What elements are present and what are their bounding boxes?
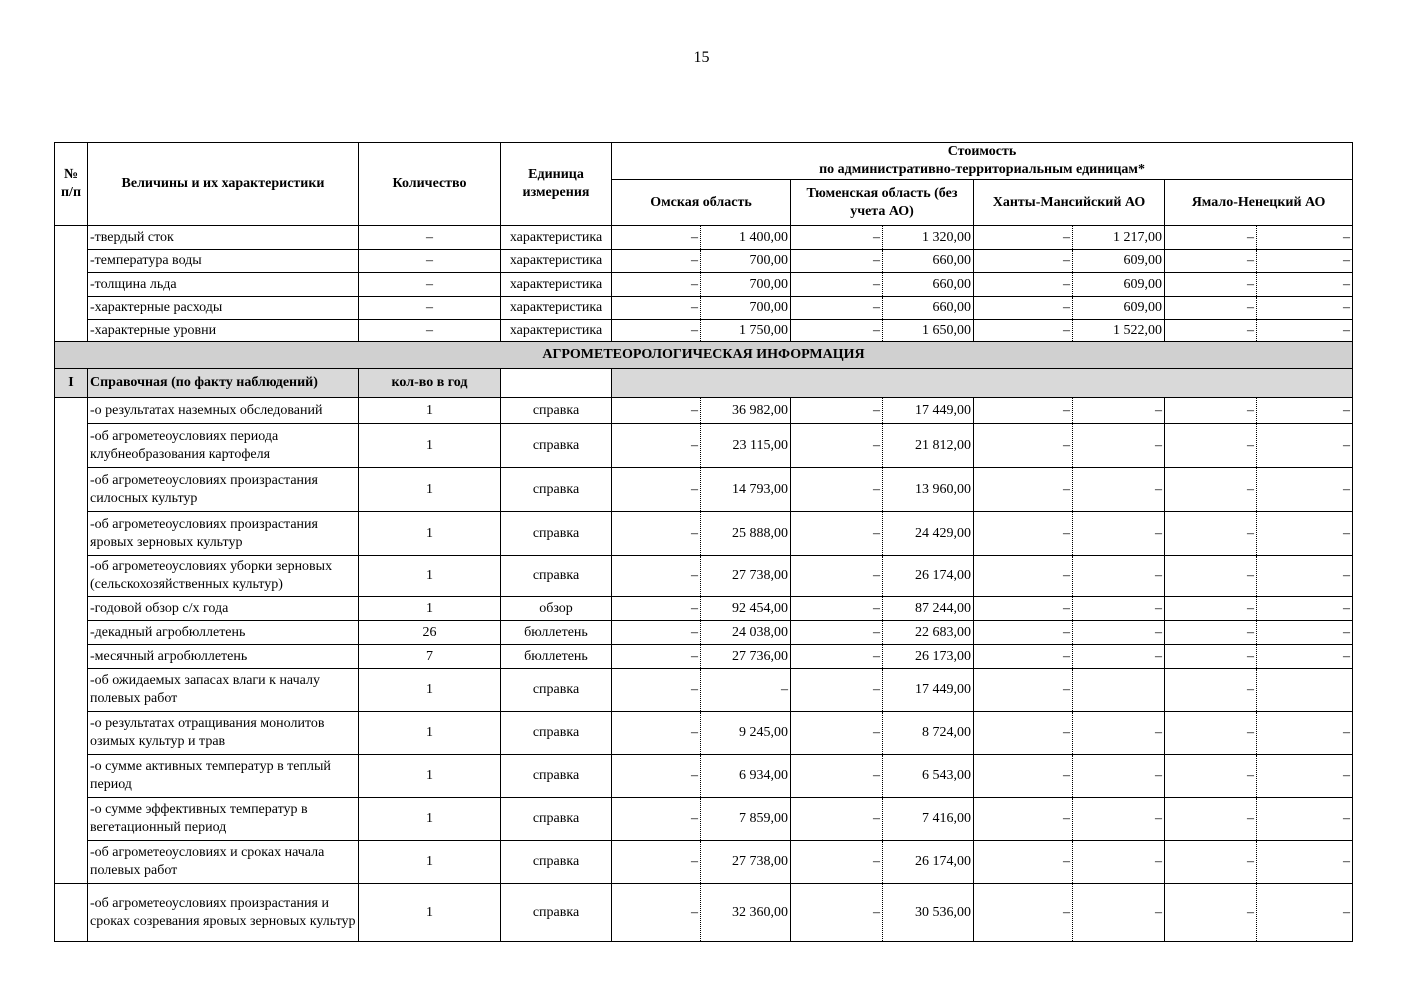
row-value-cell: 25 888,00 (701, 512, 791, 556)
row-value-cell: – (1257, 645, 1353, 669)
row-dash-cell: – (974, 712, 1073, 755)
row-unit: характеристика (501, 320, 612, 342)
row-value-cell: 17 449,00 (883, 669, 974, 712)
table-row (55, 250, 1353, 273)
row-dash-cell: – (974, 556, 1073, 597)
row-value-cell: 87 244,00 (883, 597, 974, 621)
row-qty: 26 (359, 621, 501, 645)
section-header-row (55, 369, 1353, 398)
row-name: -о сумме активных температур в теплый период (88, 755, 359, 798)
row-dash-cell: – (791, 320, 883, 342)
row-value-cell: 26 173,00 (883, 645, 974, 669)
row-value-cell: – (1073, 884, 1165, 942)
row-value-cell: – (1073, 645, 1165, 669)
row-value-cell: – (1073, 597, 1165, 621)
row-unit: характеристика (501, 226, 612, 250)
row-qty: 1 (359, 424, 501, 468)
row-value-cell: – (1257, 755, 1353, 798)
row-value-cell: – (1073, 755, 1165, 798)
row-value-cell: 24 038,00 (701, 621, 791, 645)
row-value-cell: – (701, 669, 791, 712)
row-dash-cell: – (612, 512, 701, 556)
row-unit: обзор (501, 597, 612, 621)
section-num: I (55, 369, 88, 398)
row-dash-cell: – (612, 645, 701, 669)
row-dash-cell: – (612, 669, 701, 712)
row-dash-cell: – (1165, 297, 1257, 320)
row-dash-cell: – (612, 798, 701, 841)
row-dash-cell: – (1165, 755, 1257, 798)
row-dash-cell: – (1165, 645, 1257, 669)
row-value-cell: 27 736,00 (701, 645, 791, 669)
row-dash-cell: – (974, 273, 1073, 297)
row-value-cell: 609,00 (1073, 250, 1165, 273)
row-value-cell: 7 416,00 (883, 798, 974, 841)
header-region-tyumen: Тюменская область (без учета АО) (791, 180, 974, 226)
row-dash-cell: – (1165, 621, 1257, 645)
table-row (55, 621, 1353, 645)
row-dash-cell: – (974, 884, 1073, 942)
row-dash-cell: – (612, 755, 701, 798)
row-dash-cell: – (791, 645, 883, 669)
row-dash-cell: – (1165, 424, 1257, 468)
row-dash-cell: – (791, 512, 883, 556)
row-value-cell: – (1073, 512, 1165, 556)
row-unit: справка (501, 712, 612, 755)
row-dash-cell: – (791, 273, 883, 297)
table-row (55, 273, 1353, 297)
row-name: -характерные расходы (88, 297, 359, 320)
row-dash-cell: – (612, 712, 701, 755)
row-dash-cell: – (1165, 841, 1257, 884)
row-value-cell: 27 738,00 (701, 556, 791, 597)
row-dash-cell: – (1165, 226, 1257, 250)
row-unit: справка (501, 556, 612, 597)
row-qty: 1 (359, 556, 501, 597)
row-dash-cell: – (1165, 250, 1257, 273)
row-value-cell: 1 217,00 (1073, 226, 1165, 250)
section-band (55, 342, 1353, 369)
header-unit: Единица измерения (501, 143, 612, 226)
row-unit: справка (501, 755, 612, 798)
row-dash-cell: – (612, 556, 701, 597)
row-num-cell (55, 398, 88, 884)
row-value-cell: – (1257, 556, 1353, 597)
row-dash-cell: – (974, 320, 1073, 342)
row-dash-cell: – (791, 556, 883, 597)
row-value-cell: – (1257, 841, 1353, 884)
row-value-cell: – (1257, 250, 1353, 273)
row-dash-cell: – (791, 669, 883, 712)
row-num-cell (55, 884, 88, 942)
band-title: АГРОМЕТЕОРОЛОГИЧЕСКАЯ ИНФОРМАЦИЯ (55, 342, 1353, 369)
row-qty: 1 (359, 398, 501, 424)
row-value-cell: 1 650,00 (883, 320, 974, 342)
table-row (55, 645, 1353, 669)
row-value-cell: – (1257, 320, 1353, 342)
row-dash-cell: – (612, 398, 701, 424)
row-dash-cell: – (791, 884, 883, 942)
row-value-cell: 660,00 (883, 273, 974, 297)
row-dash-cell: – (1165, 512, 1257, 556)
row-unit: справка (501, 884, 612, 942)
row-value-cell: 23 115,00 (701, 424, 791, 468)
table-row (55, 556, 1353, 597)
row-name: -об агрометеоусловиях и сроках начала полевых работ (88, 841, 359, 884)
row-name: -температура воды (88, 250, 359, 273)
row-value-cell: – (1073, 398, 1165, 424)
row-value-cell: – (1257, 884, 1353, 942)
row-name: -об агрометеоусловиях произрастания и сроках созревания яровых зерновых культур (88, 884, 359, 942)
row-value-cell: 1 320,00 (883, 226, 974, 250)
row-value-cell: 700,00 (701, 273, 791, 297)
row-dash-cell: – (612, 841, 701, 884)
row-dash-cell: – (1165, 320, 1257, 342)
row-value-cell: 24 429,00 (883, 512, 974, 556)
row-qty: 1 (359, 712, 501, 755)
row-dash-cell: – (974, 645, 1073, 669)
row-dash-cell: – (974, 512, 1073, 556)
row-unit: справка (501, 468, 612, 512)
row-dash-cell: – (974, 226, 1073, 250)
section-cost-empty (612, 369, 1353, 398)
row-qty: 1 (359, 841, 501, 884)
row-dash-cell: – (974, 297, 1073, 320)
table-row (55, 755, 1353, 798)
row-qty: 1 (359, 755, 501, 798)
row-name: -об агрометеоусловиях произрастания силосных культур (88, 468, 359, 512)
row-dash-cell: – (974, 250, 1073, 273)
row-value-cell: 609,00 (1073, 297, 1165, 320)
row-value-cell: 1 750,00 (701, 320, 791, 342)
row-value-cell: 92 454,00 (701, 597, 791, 621)
row-name: -толщина льда (88, 273, 359, 297)
header-cost-line1: Стоимость (947, 144, 1017, 159)
table-row (55, 468, 1353, 512)
row-unit: характеристика (501, 273, 612, 297)
row-dash-cell: – (791, 798, 883, 841)
row-qty: 1 (359, 669, 501, 712)
row-name: -о сумме эффективных температур в вегетационный период (88, 798, 359, 841)
row-dash-cell: – (791, 597, 883, 621)
table-row (55, 297, 1353, 320)
row-name: -твердый сток (88, 226, 359, 250)
row-name: -об агрометеоусловиях уборки зерновых (сельскохозяйственных культур) (88, 556, 359, 597)
row-unit: бюллетень (501, 621, 612, 645)
header-cost (612, 143, 1353, 180)
row-dash-cell: – (612, 621, 701, 645)
row-dash-cell: – (612, 250, 701, 273)
row-dash-cell: – (791, 755, 883, 798)
row-value-cell: 6 934,00 (701, 755, 791, 798)
header-region-omsk: Омская область (612, 180, 791, 226)
row-dash-cell: – (791, 621, 883, 645)
row-qty: 1 (359, 884, 501, 942)
row-value-cell: 700,00 (701, 297, 791, 320)
row-value-cell: – (1073, 424, 1165, 468)
row-unit: характеристика (501, 297, 612, 320)
header-num: № п/п (55, 143, 88, 226)
row-dash-cell: – (1165, 556, 1257, 597)
row-value-cell: – (1073, 556, 1165, 597)
row-value-cell: 27 738,00 (701, 841, 791, 884)
row-dash-cell: – (612, 597, 701, 621)
header-region-khmao: Ханты-Мансийский АО (974, 180, 1165, 226)
row-value-cell: – (1073, 468, 1165, 512)
row-name: -о результатах наземных обследований (88, 398, 359, 424)
table-row (55, 226, 1353, 250)
row-value-cell: 26 174,00 (883, 841, 974, 884)
table-row (55, 712, 1353, 755)
row-value-cell: – (1257, 398, 1353, 424)
page-number: 15 (693, 49, 710, 66)
row-dash-cell: – (612, 468, 701, 512)
row-dash-cell: – (612, 226, 701, 250)
row-dash-cell: – (612, 320, 701, 342)
table-row (55, 597, 1353, 621)
row-value-cell: 1 400,00 (701, 226, 791, 250)
row-dash-cell: – (1165, 597, 1257, 621)
row-value-cell: – (1073, 621, 1165, 645)
row-qty: – (359, 273, 501, 297)
row-value-cell: 9 245,00 (701, 712, 791, 755)
row-dash-cell: – (791, 250, 883, 273)
row-value-cell: 660,00 (883, 250, 974, 273)
row-name: -характерные уровни (88, 320, 359, 342)
row-value-cell: 7 859,00 (701, 798, 791, 841)
row-num-cell (55, 226, 88, 342)
row-value-cell: 8 724,00 (883, 712, 974, 755)
row-name: -о результатах отращивания монолитов озимых культур и трав (88, 712, 359, 755)
header-name: Величины и их характеристики (88, 143, 359, 226)
row-value-cell: 700,00 (701, 250, 791, 273)
row-dash-cell: – (791, 226, 883, 250)
row-dash-cell: – (791, 398, 883, 424)
row-unit: справка (501, 398, 612, 424)
row-qty: 7 (359, 645, 501, 669)
row-dash-cell: – (1165, 884, 1257, 942)
row-dash-cell: – (1165, 273, 1257, 297)
row-qty: – (359, 250, 501, 273)
row-value-cell: 30 536,00 (883, 884, 974, 942)
row-dash-cell: – (974, 468, 1073, 512)
row-unit: справка (501, 512, 612, 556)
row-value-cell: – (1257, 468, 1353, 512)
row-dash-cell: – (1165, 798, 1257, 841)
table-row (55, 669, 1353, 712)
row-dash-cell: – (791, 841, 883, 884)
row-dash-cell: – (612, 297, 701, 320)
row-value-cell: – (1257, 798, 1353, 841)
row-value-cell: – (1257, 273, 1353, 297)
row-dash-cell: – (791, 297, 883, 320)
row-dash-cell: – (1165, 669, 1257, 712)
row-qty: – (359, 320, 501, 342)
row-value-cell: – (1073, 712, 1165, 755)
section-name: Справочная (по факту наблюдений) (88, 369, 359, 398)
row-qty: 1 (359, 512, 501, 556)
row-dash-cell: – (974, 669, 1073, 712)
row-unit: бюллетень (501, 645, 612, 669)
row-dash-cell: – (612, 424, 701, 468)
row-qty: – (359, 297, 501, 320)
row-value-cell: – (1257, 512, 1353, 556)
row-dash-cell: – (1165, 712, 1257, 755)
row-value-cell: 6 543,00 (883, 755, 974, 798)
row-value-cell: – (1073, 841, 1165, 884)
row-dash-cell: – (612, 884, 701, 942)
row-unit: справка (501, 424, 612, 468)
row-dash-cell: – (974, 621, 1073, 645)
row-dash-cell: – (791, 424, 883, 468)
row-value-cell: 17 449,00 (883, 398, 974, 424)
row-value-cell: 609,00 (1073, 273, 1165, 297)
header-cost-line2: по административно-территориальным единицам* (819, 162, 1145, 177)
row-name: -об ожидаемых запасах влаги к началу полевых работ (88, 669, 359, 712)
row-dash-cell: – (791, 712, 883, 755)
row-name: -декадный агробюллетень (88, 621, 359, 645)
price-table (54, 142, 1353, 942)
row-value-cell (1257, 669, 1353, 712)
row-name: -месячный агробюллетень (88, 645, 359, 669)
table-row (55, 841, 1353, 884)
row-value-cell: – (1257, 597, 1353, 621)
row-value-cell: – (1073, 798, 1165, 841)
row-value-cell: 22 683,00 (883, 621, 974, 645)
row-value-cell: 1 522,00 (1073, 320, 1165, 342)
row-value-cell: – (1257, 712, 1353, 755)
row-qty: 1 (359, 468, 501, 512)
row-unit: справка (501, 841, 612, 884)
row-value-cell: 14 793,00 (701, 468, 791, 512)
table-row (55, 424, 1353, 468)
row-qty: 1 (359, 597, 501, 621)
row-value-cell: 32 360,00 (701, 884, 791, 942)
section-unit-empty (501, 369, 612, 398)
row-name: -об агрометеоусловиях периода клубнеобразования картофеля (88, 424, 359, 468)
row-dash-cell: – (791, 468, 883, 512)
row-unit: справка (501, 798, 612, 841)
row-value-cell: 13 960,00 (883, 468, 974, 512)
row-name: -об агрометеоусловиях произрастания яровых зерновых культур (88, 512, 359, 556)
table-row (55, 798, 1353, 841)
row-dash-cell: – (1165, 398, 1257, 424)
row-unit: характеристика (501, 250, 612, 273)
row-dash-cell: – (612, 273, 701, 297)
table-row (55, 398, 1353, 424)
row-value-cell: 21 812,00 (883, 424, 974, 468)
row-qty: – (359, 226, 501, 250)
row-name: -годовой обзор с/х года (88, 597, 359, 621)
section-qty: кол-во в год (359, 369, 501, 398)
row-dash-cell: – (974, 398, 1073, 424)
table-row (55, 884, 1353, 942)
row-value-cell: – (1257, 226, 1353, 250)
row-dash-cell: – (974, 424, 1073, 468)
table-row (55, 512, 1353, 556)
row-value-cell: 26 174,00 (883, 556, 974, 597)
row-dash-cell: – (1165, 468, 1257, 512)
row-value-cell (1073, 669, 1165, 712)
table-row (55, 320, 1353, 342)
header-qty: Количество (359, 143, 501, 226)
row-value-cell: 660,00 (883, 297, 974, 320)
row-value-cell: – (1257, 424, 1353, 468)
row-value-cell: – (1257, 621, 1353, 645)
row-unit: справка (501, 669, 612, 712)
row-dash-cell: – (974, 841, 1073, 884)
row-dash-cell: – (974, 597, 1073, 621)
row-dash-cell: – (974, 798, 1073, 841)
row-qty: 1 (359, 798, 501, 841)
header-region-yanao: Ямало-Ненецкий АО (1165, 180, 1353, 226)
row-value-cell: 36 982,00 (701, 398, 791, 424)
row-value-cell: – (1257, 297, 1353, 320)
row-dash-cell: – (974, 755, 1073, 798)
